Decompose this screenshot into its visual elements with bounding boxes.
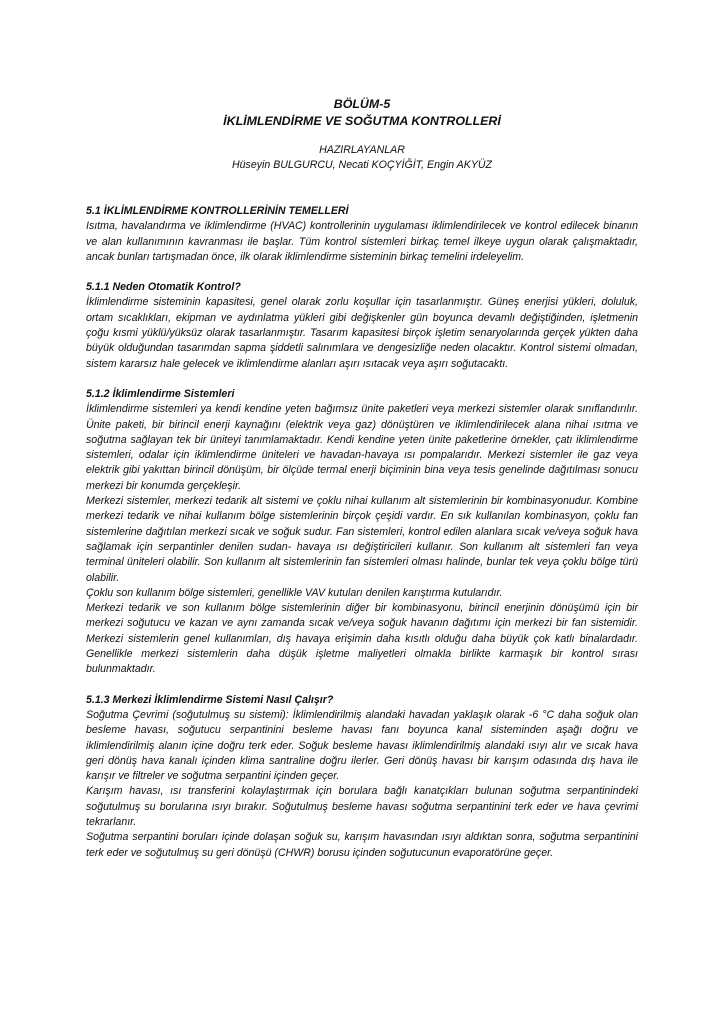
paragraph: Soğutma Çevrimi (soğutulmuş su sistemi): İklimlendirilmiş alandaki havadan yaklaşık olarak -6 °C daha soğuk olan besleme havası, soğutucu serpantinini besleme havası fanı boyunca kanal sisteminden aşağı doğru ve iklimlendirilmiş alanın içine doğru terk eder. Soğuk besleme havası iklimlendirilmiş alandaki ısıyı alır ve sıcak hava geri dönüş hava kanalı içinden klima santraline doğru ilerler. Geri dönüş havası bir karışım odasında dış hava ile karışır ve filtreler ve soğutma serpantini içinden geçer.	[86, 708, 638, 783]
section-heading: 5.1 İKLİMLENDİRME KONTROLLERİNİN TEMELLERİ	[86, 205, 349, 217]
section-5-1-1	[86, 280, 638, 372]
paragraph: Soğutma serpantini boruları içinde dolaşan soğuk su, karışım havasından ısıyı aldıktan sonra, soğutma serpantinini terk eder ve soğutulmuş su geri dönüşü (CHWR) borusu içinden soğutucunun evaporatörüne geçer.	[86, 831, 638, 859]
paragraph: Merkezi tedarik ve son kullanım bölge sistemlerinin diğer bir kombinasyonu, birincil enerjinin dönüşümü için bir merkezi soğutucu ve kazan ve aynı zamanda sıcak ve/veya soğuk havanın dağıtımı için merkezi bir fan sistemidir. Merkezi sistemlerin genel kullanımları, dış havaya erişimin daha kısıtlı olduğu daha büyük çok katlı binalardadır. Genellikle merkezi sistemlerin daha düşük işletme maliyetleri olmakla birlikte karmaşık bir kontrol sırası bulunmaktadır.	[86, 602, 638, 676]
document-body	[86, 204, 638, 876]
section-heading: 5.1.1 Neden Otomatik Kontrol?	[86, 281, 241, 294]
paragraph: Karışım havası, ısı transferini kolaylaştırmak için borulara bağlı kanatçıkları bulunan soğutma serpantinindeki soğutulmuş su borularına ısıyı bırakır. Soğutulmuş besleme havası soğutma serpantinini terk eder ve hava çevrimi tekrarlanır.	[86, 785, 638, 828]
paragraph: Çoklu son kullanım bölge sistemleri, genellikle VAV kutuları denilen karıştırma kutularıdır.	[86, 586, 503, 599]
section-heading: 5.1.3 Merkezi İklimlendirme Sistemi Nasıl Çalışır?	[86, 693, 334, 706]
section-heading: 5.1.2 İklimlendirme Sistemleri	[86, 387, 235, 400]
paragraph: Merkezi sistemler, merkezi tedarik alt sistemi ve çoklu nihai kullanım alt sistemlerinin bir kombinasyonudur. Kombine merkezi tedarik ve nihai kullanım bölge sistemlerinin birçok çeşidi vardır. En sık kullanılan kombinasyon, çoklu fan sistemlerine dağıtılan merkezi sıcak ve soğuk sudur. Fan sistemleri, kontrol edilen alanlara sıcak ve/veya soğuk hava sağlamak için serpantinler denilen sudan- havaya ısı değiştiricileri kullanır. Son kullanım alt sistemleri fan veya terminal üniteleri olabilir. Son kullanım alt sistemlerinin fan sistemleri olması halinde, bunlar tek veya çoklu bölge türü olabilir.	[86, 495, 638, 584]
authors-block	[86, 143, 638, 174]
title-block	[86, 96, 638, 130]
chapter-title: İKLİMLENDİRME VE SOĞUTMA KONTROLLERİ	[223, 114, 501, 128]
chapter-number: BÖLÜM-5	[333, 97, 391, 111]
paragraph: İklimlendirme sistemleri ya kendi kendine yeten bağımsız ünite paketleri veya merkezi sistemler olarak sınıflandırılır. Ünite paketi, bir birincil enerji kaynağını (elektrik veya gaz) dönüştüren ve iklimlendirilecek alana nihai ısıtma ve soğutma sağlayan tek bir üniteyi tanımlamaktadır. Kendi kendine yeten ünite paketlerine örnekler, çatı iklimlendirme sistemleri, odalar için iklimlendirme üniteleri ve havadan-havaya ısı pompalarıdır. Merkezi sistemler ile gaz veya elektrik gibi yakıttan birincil dönüşüm, bir ölçüde termal enerji biçiminin bina veya tesis genelinde dağıtılması sonucu merkezi bir konumda gerçekleşir.	[86, 403, 638, 492]
section-5-1	[86, 204, 638, 265]
prepared-by-label: HAZIRLAYANLAR	[319, 144, 405, 156]
author-names: Hüseyin BULGURCU, Necati KOÇYİĞİT, Engin AKYÜZ	[231, 159, 493, 172]
paragraph: İklimlendirme sisteminin kapasitesi, genel olarak zorlu koşullar için tasarlanmıştır. Güneş enerjisi yükleri, doluluk, ortam sıcaklıkları, ekipman ve aydınlatma yükleri gibi değişkenler gün boyunca devamlı değiştiğinden, işletmenin çoğu kısmi yüklü/yüksüz olarak tasarlanmıştır. Tasarım kapasitesi birçok işletim senaryolarında gerçek yükten daha büyük olduğundan tasarımdan sapma şiddetli salınımlara ve dengesizliğe neden olacaktır. Kontrol sistemi olmadan, sistem kararsız hale gelecek ve iklimlendirme alanları aşırı ısıtacak veya aşırı soğutacaktı.	[86, 296, 638, 370]
paragraph: Isıtma, havalandırma ve iklimlendirme (HVAC) kontrollerinin uygulaması iklimlendirilecek ve kontrol edilecek binanın ve alan kullanımının kavranması ile başlar. Tüm kontrol sistemleri birkaç temel ilkeye uygun olarak çalışmaktadır, ancak bunları tartışmadan önce, ilk olarak iklimlendirme sisteminin birkaç temelini irdeleyelim.	[86, 220, 638, 263]
section-5-1-2	[86, 387, 638, 678]
section-5-1-3	[86, 693, 638, 861]
